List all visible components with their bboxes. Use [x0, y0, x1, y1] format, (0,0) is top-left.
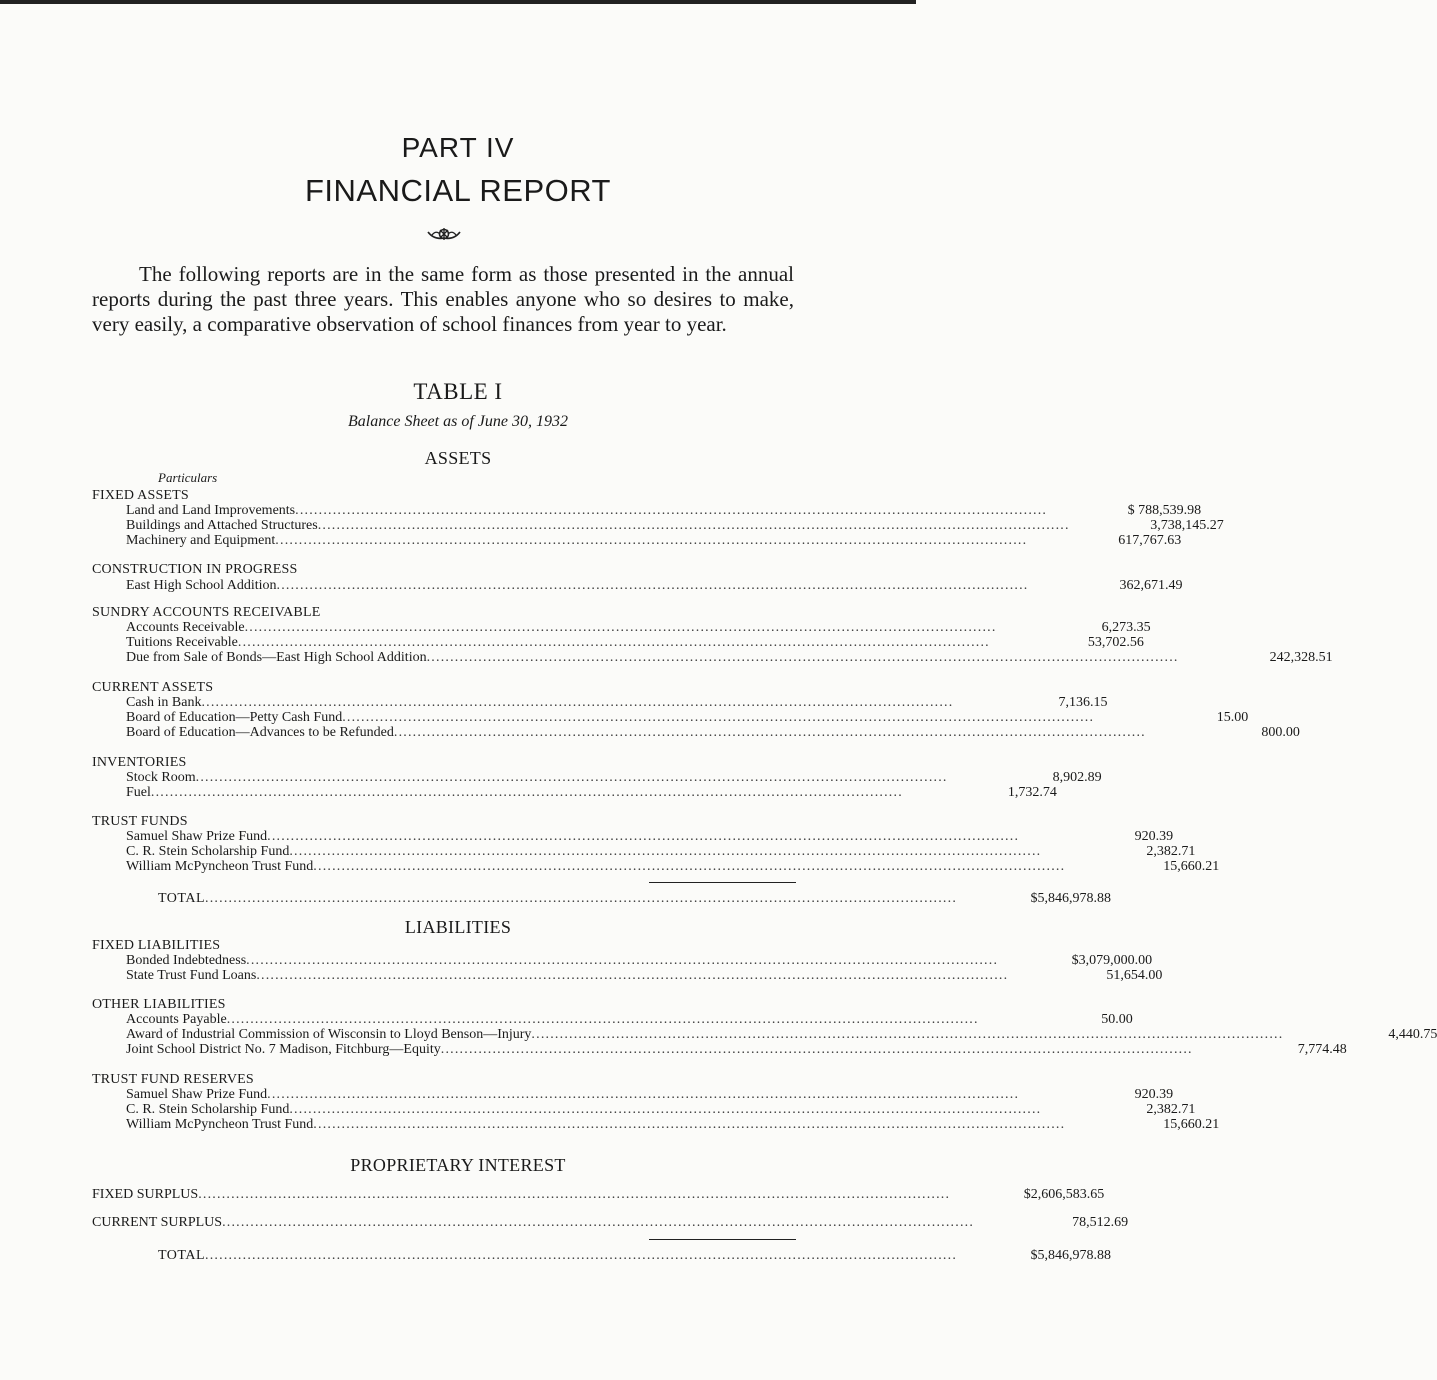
item-amount: 2,382.71: [1146, 844, 1196, 859]
particulars-label: Particulars: [158, 470, 218, 485]
item-amount: 362,671.49: [1119, 578, 1183, 593]
item-label: Board of Education—Petty Cash Fund: [126, 710, 343, 725]
item-label: Cash in Bank: [126, 695, 202, 710]
proprietary-total: [92, 1248, 1112, 1263]
item-label: Accounts Receivable: [126, 620, 245, 635]
leader-gap: [1008, 968, 1058, 983]
leader-gap: [979, 1012, 1029, 1027]
current-assets-group: [92, 680, 1300, 740]
leader-gap: [1193, 1042, 1243, 1057]
leader-gap: [1094, 710, 1144, 725]
leader-gap: [1065, 859, 1115, 874]
group-heading: CONSTRUCTION IN PROGRESS: [92, 562, 298, 577]
group-heading: FIXED ASSETS: [92, 488, 189, 503]
item-amount: $3,079,000.00: [1071, 953, 1153, 968]
item-label: East High School Addition: [126, 578, 277, 593]
dot-leader: ................................................................................................................................................................: [237, 635, 990, 650]
total-row: [92, 891, 1112, 906]
leader-gap: [948, 770, 998, 785]
dot-leader: ................................................................................................................................................................: [342, 710, 1095, 725]
leader-gap: [998, 953, 1048, 968]
line-item: [92, 1012, 1133, 1027]
report-title: FINANCIAL REPORT: [305, 173, 611, 208]
table-title: TABLE I: [413, 379, 503, 404]
line-item: [92, 695, 1108, 710]
dot-leader: ................................................................................................................................................................: [201, 695, 954, 710]
leader-gap: [1041, 844, 1091, 859]
total-rule: [649, 882, 796, 883]
total-label: TOTAL: [158, 891, 206, 906]
item-label: Fuel: [126, 785, 151, 800]
leader-gap: [1065, 1117, 1115, 1132]
dot-leader: ................................................................................................................................................................: [198, 1187, 951, 1202]
leader-gap: [957, 891, 1007, 906]
line-item: [92, 968, 1163, 983]
current-surplus: [92, 1215, 1129, 1230]
item-amount: 2,382.71: [1146, 1102, 1196, 1117]
item-label: Land and Land Improvements: [126, 503, 296, 518]
surplus-row: [92, 1187, 1105, 1202]
item-label: William McPyncheon Trust Fund: [126, 1117, 314, 1132]
dot-leader: ................................................................................................................................................................: [393, 725, 1146, 740]
item-amount: 53,702.56: [1087, 635, 1144, 650]
line-item: [92, 533, 1182, 548]
total-label: TOTAL: [158, 1248, 206, 1263]
item-label: CURRENT SURPLUS: [92, 1215, 223, 1230]
line-item: [92, 953, 1153, 968]
line-item: [92, 518, 1224, 533]
item-amount: 920.39: [1134, 829, 1174, 844]
item-amount: 51,654.00: [1106, 968, 1163, 983]
top-border-line: [0, 0, 916, 4]
group-heading: CURRENT ASSETS: [92, 680, 214, 695]
item-label: Stock Room: [126, 770, 196, 785]
inventories-group: [92, 755, 1102, 800]
item-label: William McPyncheon Trust Fund: [126, 859, 314, 874]
group-heading: TRUST FUND RESERVES: [92, 1072, 254, 1087]
dot-leader: ................................................................................................................................................................: [289, 844, 1042, 859]
dot-leader: ................................................................................................................................................................: [222, 1215, 975, 1230]
leader-gap: [953, 695, 1003, 710]
dot-leader: ................................................................................................................................................................: [295, 503, 1048, 518]
leader-gap: [1047, 503, 1097, 518]
dot-leader: ................................................................................................................................................................: [256, 968, 1009, 983]
item-amount: 4,440.75: [1388, 1027, 1437, 1042]
part-heading: PART IV: [401, 132, 515, 163]
dot-leader: ................................................................................................................................................................: [317, 518, 1070, 533]
fixed-assets-group: [92, 488, 1224, 548]
other-liabilities-group: [92, 997, 1437, 1057]
ornament-icon: [426, 226, 462, 244]
total-amount: $5,846,978.88: [1030, 1248, 1112, 1263]
item-amount: 50.00: [1101, 1012, 1133, 1027]
group-heading: SUNDRY ACCOUNTS RECEIVABLE: [92, 605, 321, 620]
group-heading: INVENTORIES: [92, 755, 187, 770]
item-amount: $2,606,583.65: [1023, 1187, 1105, 1202]
liabilities-heading: LIABILITIES: [404, 917, 512, 937]
dot-leader: ................................................................................................................................................................: [275, 533, 1028, 548]
line-item: [92, 1087, 1174, 1102]
item-amount: 8,902.89: [1052, 770, 1102, 785]
dot-leader: ................................................................................................................................................................: [313, 1117, 1066, 1132]
item-amount: 7,774.48: [1297, 1042, 1347, 1057]
item-amount: 15.00: [1216, 710, 1249, 725]
leader-gap: [950, 1187, 1000, 1202]
dot-leader: ................................................................................................................................................................: [289, 1102, 1042, 1117]
item-label: FIXED SURPLUS: [92, 1187, 199, 1202]
leader-gap: [1070, 518, 1120, 533]
item-label: Machinery and Equipment: [126, 533, 276, 548]
line-item: [92, 578, 1183, 593]
dot-leader: ................................................................................................................................................................: [276, 578, 1029, 593]
dot-leader: ................................................................................................................................................................: [267, 1087, 1020, 1102]
dot-leader: ................................................................................................................................................................: [205, 1248, 958, 1263]
item-label: Buildings and Attached Structures: [126, 518, 318, 533]
total-rule: [649, 1239, 796, 1240]
surplus-row: [92, 1215, 1129, 1230]
dot-leader: ................................................................................................................................................................: [226, 1012, 979, 1027]
total-row: [92, 1248, 1112, 1263]
trust-funds-group: [92, 814, 1220, 874]
leader-gap: [1027, 533, 1077, 548]
leader-gap: [957, 1248, 1007, 1263]
line-item: [92, 635, 1144, 650]
leader-gap: [1179, 650, 1229, 665]
dot-leader: ................................................................................................................................................................: [426, 650, 1179, 665]
item-label: State Trust Fund Loans: [126, 968, 257, 983]
item-amount: 617,767.63: [1118, 533, 1182, 548]
fixed-liabilities-group: [92, 938, 1163, 983]
fixed-surplus: [92, 1187, 1105, 1202]
table-subtitle: Balance Sheet as of June 30, 1932: [348, 413, 568, 430]
intro-paragraph: The following reports are in the same form as those presented in the annual reports during the past three years. This enables anyone who so desires to make, very easily, a comparative observation of school finances from year to year.: [92, 262, 794, 336]
item-amount: 7,136.15: [1058, 695, 1108, 710]
line-item: [92, 650, 1333, 665]
item-label: Bonded Indebtedness: [126, 953, 247, 968]
item-label: Samuel Shaw Prize Fund: [126, 829, 268, 844]
dot-leader: ................................................................................................................................................................: [246, 953, 999, 968]
line-item: [92, 770, 1102, 785]
leader-gap: [997, 620, 1047, 635]
line-item: [92, 844, 1196, 859]
line-item: [92, 503, 1202, 518]
leader-gap: [1146, 725, 1196, 740]
line-item: [92, 725, 1300, 740]
dot-leader: ................................................................................................................................................................: [440, 1042, 1193, 1057]
line-item: [92, 859, 1220, 874]
line-item: [92, 620, 1151, 635]
item-amount: $ 788,539.98: [1127, 503, 1202, 518]
trust-reserves-group: [92, 1072, 1220, 1132]
dot-leader: ................................................................................................................................................................: [150, 785, 903, 800]
group-heading: FIXED LIABILITIES: [92, 938, 221, 953]
item-amount: 1,732.74: [1007, 785, 1057, 800]
item-amount: 78,512.69: [1072, 1215, 1129, 1230]
dot-leader: ................................................................................................................................................................: [531, 1027, 1284, 1042]
dot-leader: ................................................................................................................................................................: [267, 829, 1020, 844]
line-item: [92, 1102, 1196, 1117]
item-label: Joint School District No. 7 Madison, Fitchburg—Equity: [126, 1042, 441, 1057]
item-label: Tuitions Receivable: [126, 635, 238, 650]
item-label: Samuel Shaw Prize Fund: [126, 1087, 268, 1102]
item-label: C. R. Stein Scholarship Fund: [126, 844, 290, 859]
item-label: Accounts Payable: [126, 1012, 227, 1027]
dot-leader: ................................................................................................................................................................: [244, 620, 997, 635]
leader-gap: [1283, 1027, 1333, 1042]
assets-total: [92, 891, 1112, 906]
group-heading: TRUST FUNDS: [92, 814, 188, 829]
item-label: Due from Sale of Bonds—East High School Addition: [126, 650, 427, 665]
item-amount: 242,328.51: [1269, 650, 1333, 665]
leader-gap: [903, 785, 953, 800]
item-amount: 15,660.21: [1163, 859, 1220, 874]
line-item: [92, 710, 1249, 725]
leader-gap: [1041, 1102, 1091, 1117]
item-label: Award of Industrial Commission of Wisconsin to Lloyd Benson—Injury: [126, 1027, 532, 1042]
dot-leader: ................................................................................................................................................................: [313, 859, 1066, 874]
group-heading: OTHER LIABILITIES: [92, 997, 226, 1012]
item-amount: 15,660.21: [1163, 1117, 1220, 1132]
line-item: [92, 1042, 1347, 1057]
construction-group: [92, 562, 1183, 593]
sundry-receivable-group: [92, 605, 1333, 665]
dot-leader: ................................................................................................................................................................: [205, 891, 958, 906]
line-item: [92, 785, 1057, 800]
item-amount: 6,273.35: [1101, 620, 1151, 635]
assets-heading: ASSETS: [424, 448, 492, 468]
dot-leader: ................................................................................................................................................................: [195, 770, 948, 785]
item-label: C. R. Stein Scholarship Fund: [126, 1102, 290, 1117]
proprietary-heading: PROPRIETARY INTEREST: [350, 1155, 566, 1175]
leader-gap: [990, 635, 1040, 650]
leader-gap: [974, 1215, 1024, 1230]
line-item: [92, 829, 1174, 844]
item-label: Board of Education—Advances to be Refunded: [126, 725, 394, 740]
leader-gap: [1019, 829, 1069, 844]
line-item: [92, 1027, 1437, 1042]
item-amount: 3,738,145.27: [1150, 518, 1224, 533]
item-amount: 920.39: [1134, 1087, 1174, 1102]
total-amount: $5,846,978.88: [1030, 891, 1112, 906]
line-item: [92, 1117, 1220, 1132]
item-amount: 800.00: [1261, 725, 1300, 740]
leader-gap: [1019, 1087, 1069, 1102]
leader-gap: [1029, 578, 1079, 593]
